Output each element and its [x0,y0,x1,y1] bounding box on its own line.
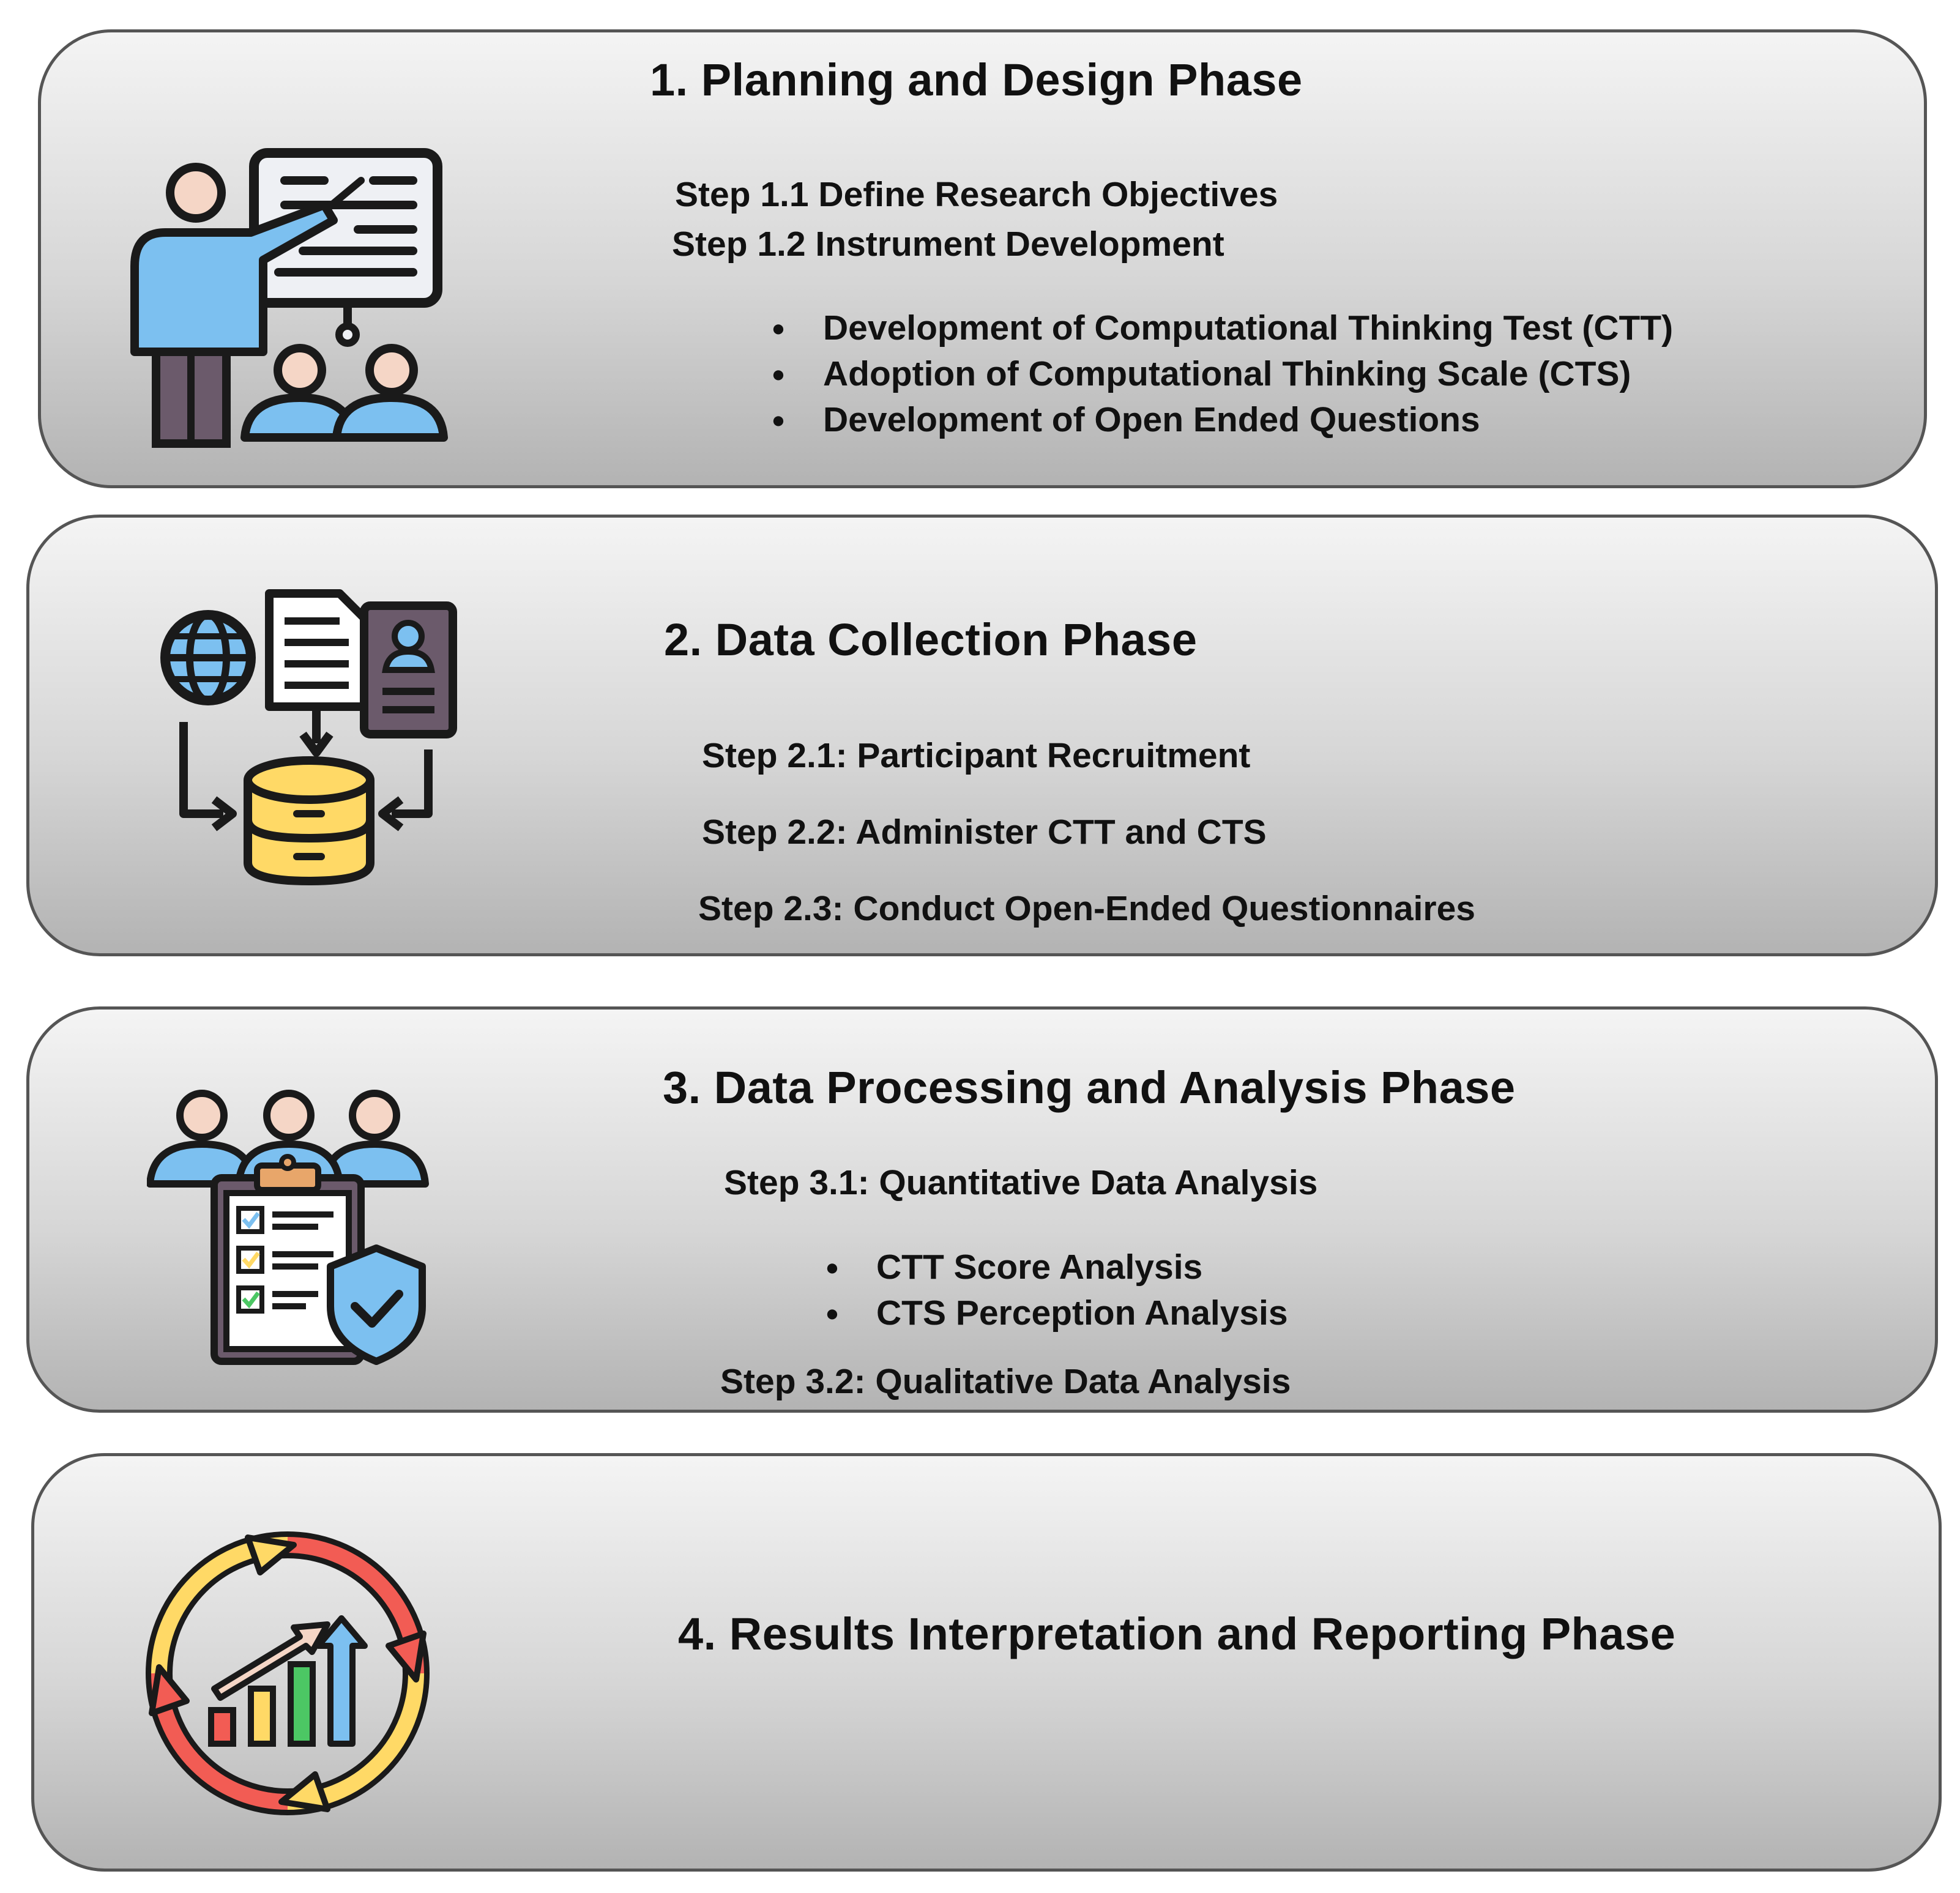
phase-1-bullet-1: Development of Computational Thinking Test (CTT) [823,308,1674,348]
phase-2-step-2: Step 2.2: Administer CTT and CTS [702,813,1267,852]
phase-4-title: 4. Results Interpretation and Reporting Phase [678,1608,1676,1659]
phase-3-title: 3. Data Processing and Analysis Phase [663,1062,1516,1113]
presentation-icon [122,144,453,450]
phase-2-title: 2. Data Collection Phase [664,614,1198,665]
phase-1-bullet-2: Adoption of Computational Thinking Scale (CTS) [823,354,1631,393]
phase-1-step-2: Step 1.2 Instrument Development [672,225,1224,264]
phase-2-step-1: Step 2.1: Participant Recruitment [702,736,1251,775]
checklist-shield-icon [147,1086,434,1374]
bullet-dot: • [772,401,784,441]
bullet-dot: • [826,1295,838,1334]
phase-1-step-1: Step 1.1 Define Research Objectives [675,175,1278,214]
bullet-dot: • [772,310,784,349]
phase-3-step-1: Step 3.1: Quantitative Data Analysis [724,1163,1318,1202]
phase-1-bullet-3: Development of Open Ended Questions [823,400,1480,439]
phase-2-step-3: Step 2.3: Conduct Open-Ended Questionnaires [698,889,1475,928]
phase-1-title: 1. Planning and Design Phase [650,54,1303,105]
phase-3-step-2: Step 3.2: Qualitative Data Analysis [720,1362,1291,1401]
data-collection-icon [156,584,462,890]
bullet-dot: • [772,355,784,395]
growth-cycle-icon [141,1527,434,1820]
bullet-dot: • [826,1249,838,1288]
phase-3-bullet-2: CTS Perception Analysis [876,1293,1288,1333]
phase-3-bullet-1: CTT Score Analysis [876,1248,1203,1287]
